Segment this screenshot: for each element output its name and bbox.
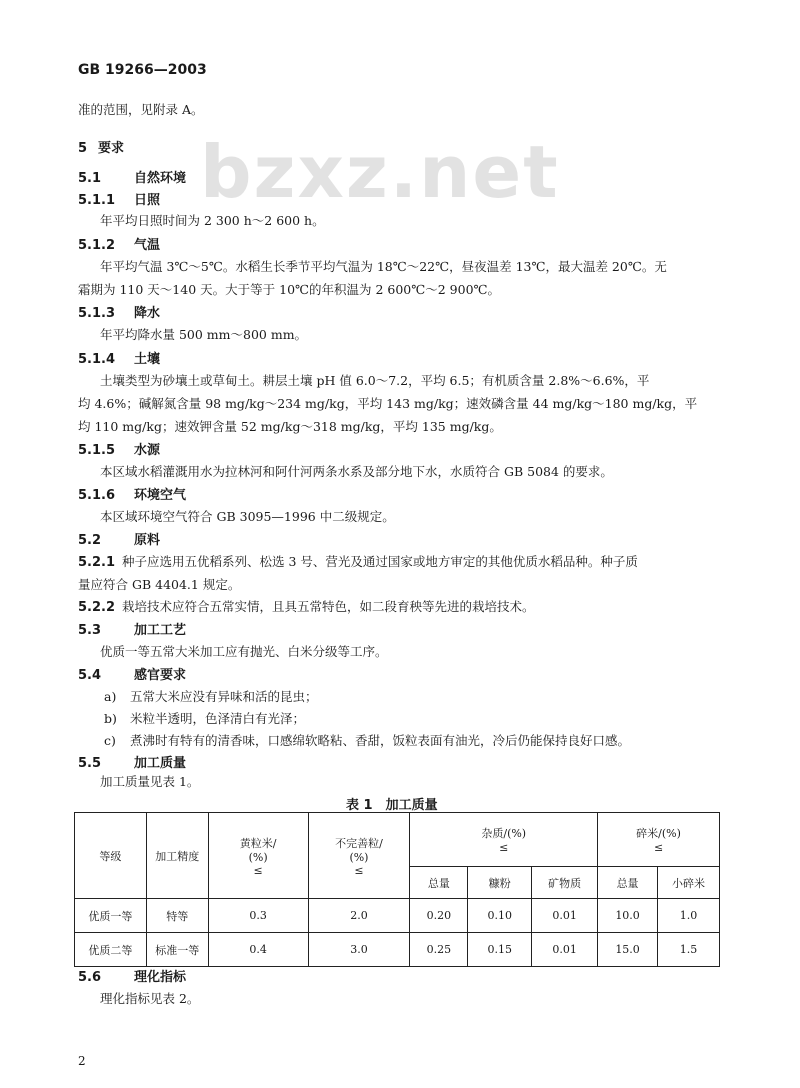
header-line: (%) bbox=[248, 850, 268, 864]
paragraph-line: 霜期为 110 天～140 天。大于等于 10℃的年积温为 2 600℃～2 900℃。 bbox=[78, 282, 501, 297]
intro-line: 准的范围，见附录 A。 bbox=[78, 102, 204, 117]
quality-table bbox=[74, 812, 720, 967]
table-cell: 0.01 bbox=[532, 933, 598, 967]
table-cell: 0.10 bbox=[468, 899, 532, 933]
list-item-text: 五常大米应没有异味和活的昆虫； bbox=[130, 689, 318, 704]
paragraph-line: 土壤类型为砂壤土或草甸土。耕层土壤 pH 值 6.0～7.2，平均 6.5；有机质含量 2.8%～6.6%，平 bbox=[100, 373, 650, 388]
section-5-1-2-heading bbox=[78, 234, 160, 253]
header-imperfect-grain bbox=[308, 813, 410, 899]
paragraph: 优质一等五常大米加工应有抛光、白米分级等工序。 bbox=[100, 644, 388, 659]
paragraph: 本区域环境空气符合 GB 3095—1996 中二级规定。 bbox=[100, 509, 395, 524]
section-5-1-5-heading bbox=[78, 439, 160, 458]
section-title: 自然环境 bbox=[134, 171, 187, 186]
list-marker: c) bbox=[104, 733, 116, 748]
section-number: 5.3 bbox=[78, 623, 102, 638]
table-header-row bbox=[75, 813, 720, 867]
table-cell: 优质二等 bbox=[75, 933, 147, 967]
section-title: 气温 bbox=[134, 238, 161, 253]
section-number: 5.6 bbox=[78, 970, 102, 985]
subheader-cell: 矿物质 bbox=[532, 867, 598, 899]
header-broken-rice bbox=[598, 813, 720, 867]
paragraph: 理化指标见表 2。 bbox=[100, 991, 200, 1006]
section-number: 5.1.5 bbox=[78, 443, 116, 458]
section-number: 5.2.2 bbox=[78, 600, 116, 615]
section-number: 5.1.4 bbox=[78, 352, 116, 367]
standard-number: GB 19266—2003 bbox=[78, 62, 207, 78]
list-item bbox=[104, 731, 630, 749]
table-cell: 1.5 bbox=[658, 933, 720, 967]
subheader-cell: 糠粉 bbox=[468, 867, 532, 899]
clause-5-2-1 bbox=[78, 552, 638, 570]
table-caption: 表 1 加工质量 bbox=[346, 798, 438, 813]
table-cell: 0.20 bbox=[410, 899, 468, 933]
list-item-text: 煮沸时有特有的清香味，口感绵软略粘、香甜，饭粒表面有油光，冷后仍能保持良好口感。 bbox=[130, 733, 631, 748]
paragraph-line: 种子应选用五优稻系列、松选 3 号、营光及通过国家或地方审定的其他优质水稻品种。种子质 bbox=[122, 554, 638, 569]
paragraph: 加工质量见表 1。 bbox=[100, 774, 200, 789]
list-item bbox=[104, 709, 305, 727]
header-line: ≤ bbox=[499, 841, 509, 854]
header-line: 杂质/(%) bbox=[481, 827, 527, 840]
header-line: 碎米/(%) bbox=[636, 827, 681, 840]
section-5-3-heading bbox=[78, 619, 186, 638]
table-cell: 0.25 bbox=[410, 933, 468, 967]
section-5-6-heading bbox=[78, 966, 186, 985]
watermark: bzxz.net bbox=[200, 130, 560, 214]
paragraph-line: 年平均气温 3℃～5℃。水稻生长季节平均气温为 18℃～22℃，昼夜温差 13℃，最大温差 20℃。无 bbox=[100, 259, 667, 274]
section-5-2-heading bbox=[78, 529, 160, 548]
section-title: 加工工艺 bbox=[134, 623, 187, 638]
section-5-1-1-heading bbox=[78, 189, 160, 208]
section-title: 要求 bbox=[98, 141, 125, 156]
page-number: 2 bbox=[78, 1054, 86, 1068]
header-line: (%) bbox=[349, 850, 369, 864]
table-cell: 标准一等 bbox=[146, 933, 208, 967]
paragraph-line: 量应符合 GB 4404.1 规定。 bbox=[78, 577, 241, 592]
section-title: 日照 bbox=[134, 193, 161, 208]
section-number: 5 bbox=[78, 141, 88, 156]
section-number: 5.2 bbox=[78, 533, 102, 548]
subheader-cell: 总量 bbox=[598, 867, 658, 899]
section-title: 水源 bbox=[134, 443, 161, 458]
section-title: 感官要求 bbox=[134, 668, 187, 683]
section-title: 环境空气 bbox=[134, 488, 187, 503]
header-line: 不完善粒/ bbox=[335, 836, 383, 850]
section-title: 理化指标 bbox=[134, 970, 187, 985]
section-number: 5.1.2 bbox=[78, 238, 116, 253]
table-row bbox=[75, 899, 720, 933]
paragraph-line: 均 4.6%；碱解氮含量 98 mg/kg～234 mg/kg，平均 143 mg/kg；速效磷含量 44 mg/kg～180 mg/kg，平 bbox=[78, 396, 698, 411]
table-cell: 0.3 bbox=[208, 899, 308, 933]
list-item-text: 米粒半透明，色泽清白有光泽； bbox=[130, 711, 306, 726]
list-marker: b) bbox=[104, 711, 117, 726]
header-line: ≤ bbox=[253, 863, 263, 877]
section-number: 5.4 bbox=[78, 668, 102, 683]
table-cell: 0.4 bbox=[208, 933, 308, 967]
section-title: 土壤 bbox=[134, 352, 161, 367]
header-line: ≤ bbox=[653, 841, 664, 854]
paragraph: 本区域水稻灌溉用水为拉林河和阿什河两条水系及部分地下水，水质符合 GB 5084 的要求。 bbox=[100, 464, 613, 479]
paragraph: 年平均日照时间为 2 300 h～2 600 h。 bbox=[100, 213, 325, 228]
table-cell: 0.01 bbox=[532, 899, 598, 933]
section-5-1-3-heading bbox=[78, 302, 160, 321]
header-line: ≤ bbox=[354, 863, 364, 877]
section-title: 原料 bbox=[134, 533, 161, 548]
header-yellow-grain bbox=[208, 813, 308, 899]
section-number: 5.1 bbox=[78, 171, 102, 186]
table-row bbox=[75, 933, 720, 967]
section-number: 5.5 bbox=[78, 756, 102, 771]
subheader-cell: 小碎米 bbox=[658, 867, 720, 899]
section-number: 5.1.6 bbox=[78, 488, 116, 503]
table-cell: 10.0 bbox=[598, 899, 658, 933]
paragraph: 年平均降水量 500 mm～800 mm。 bbox=[100, 327, 308, 342]
header-line: 黄粒米/ bbox=[239, 836, 277, 850]
section-5-heading bbox=[78, 137, 124, 156]
header-impurity bbox=[410, 813, 598, 867]
clause-5-2-2 bbox=[78, 597, 535, 615]
table-cell: 优质一等 bbox=[75, 899, 147, 933]
section-number: 5.1.3 bbox=[78, 306, 116, 321]
header-grade: 等级 bbox=[75, 813, 147, 899]
section-number: 5.2.1 bbox=[78, 555, 116, 570]
paragraph-line: 均 110 mg/kg；速效钾含量 52 mg/kg～318 mg/kg，平均 135 mg/kg。 bbox=[78, 419, 502, 434]
header-precision: 加工精度 bbox=[146, 813, 208, 899]
section-title: 降水 bbox=[134, 306, 161, 321]
table-cell: 特等 bbox=[146, 899, 208, 933]
table-cell: 2.0 bbox=[308, 899, 410, 933]
list-item bbox=[104, 687, 318, 705]
section-title: 加工质量 bbox=[134, 756, 187, 771]
table-cell: 0.15 bbox=[468, 933, 532, 967]
table-cell: 3.0 bbox=[308, 933, 410, 967]
section-5-1-heading bbox=[78, 167, 186, 186]
subheader-cell: 总量 bbox=[410, 867, 468, 899]
section-5-5-heading bbox=[78, 752, 186, 771]
section-5-4-heading bbox=[78, 664, 186, 683]
paragraph-line: 栽培技术应符合五常实情，且具五常特色，如二段育秧等先进的栽培技术。 bbox=[122, 599, 535, 614]
section-5-1-4-heading bbox=[78, 348, 160, 367]
table-cell: 1.0 bbox=[658, 899, 720, 933]
table-cell: 15.0 bbox=[598, 933, 658, 967]
section-5-1-6-heading bbox=[78, 484, 186, 503]
list-marker: a) bbox=[104, 689, 117, 704]
section-number: 5.1.1 bbox=[78, 193, 116, 208]
